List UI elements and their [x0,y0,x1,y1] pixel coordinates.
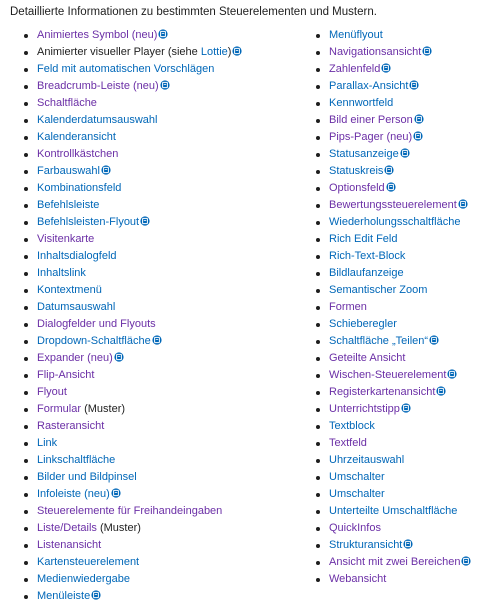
bullet-icon [316,340,320,344]
list-item [22,61,304,78]
list-item [314,27,500,44]
control-link[interactable]: Dialogfelder und Flyouts [37,318,156,330]
control-link[interactable]: Textblock [329,420,375,432]
list-item [22,316,304,333]
bullet-icon [24,34,28,38]
bullet-icon [24,595,28,599]
external-link-badge-icon [386,182,396,192]
control-link[interactable]: Visitenkarte [37,233,95,245]
external-link-badge-icon [413,131,423,141]
control-link[interactable]: Webansicht [329,573,387,585]
bullet-icon [24,408,28,412]
bullet-icon [316,221,320,225]
control-link[interactable]: Bild einer Person [329,114,413,126]
bullet-icon [24,374,28,378]
list-item [314,350,500,367]
control-link[interactable]: Kalenderdatumsauswahl [37,114,158,126]
list-item [314,61,500,78]
external-link-badge-icon [114,352,124,362]
list-item [22,333,304,350]
control-link[interactable]: Feld mit automatischen Vorschlägen [37,63,215,75]
control-link[interactable]: Kontrollkästchen [37,148,119,160]
bullet-icon [316,289,320,293]
list-item [314,435,500,452]
control-link[interactable]: Kontextmenü [37,284,102,296]
control-link[interactable]: Schaltfläche „Teilen“ [329,335,429,347]
bullet-icon [24,136,28,140]
list-item [314,214,500,231]
control-link[interactable]: Rasteransicht [37,420,105,432]
bullet-icon [24,289,28,293]
bullet-icon [24,340,28,344]
bullet-icon [24,459,28,463]
list-item [22,78,304,95]
controls-list-right [314,27,500,588]
bullet-icon [24,68,28,72]
pattern-suffix: (Muster) [96,522,141,534]
control-link[interactable]: Bewertungssteuerelement [329,199,457,211]
bullet-icon [316,493,320,497]
list-item [22,231,304,248]
control-link[interactable]: Rich Edit Feld [329,233,398,245]
control-link[interactable]: Expander (neu) [37,352,113,364]
list-item [314,333,500,350]
external-link-badge-icon [422,46,432,56]
control-link[interactable]: Kombinationsfeld [37,182,122,194]
control-link[interactable]: Zahlenfeld [329,63,381,75]
control-link[interactable]: Statusanzeige [329,148,399,160]
bullet-icon [24,442,28,446]
control-link[interactable]: Datumsauswahl [37,301,116,313]
list-item [22,197,304,214]
control-link[interactable]: Navigationsansicht [329,46,422,58]
external-link-badge-icon [436,386,446,396]
control-link[interactable]: Farbauswahl [37,165,100,177]
external-link-badge-icon [409,80,419,90]
bullet-icon [24,578,28,582]
list-item [22,486,304,503]
control-link[interactable]: QuickInfos [329,522,381,534]
control-link[interactable]: Link [37,437,58,449]
list-item [22,367,304,384]
bullet-icon [316,425,320,429]
external-link-badge-icon [429,335,439,345]
control-link[interactable]: Umschalter [329,488,385,500]
external-link-badge-icon [401,403,411,413]
control-link[interactable]: Unterteilte Umschaltfläche [329,505,458,517]
control-link[interactable]: Steuerelemente für Freihandeingaben [37,505,223,517]
list-item [314,571,500,588]
external-link-badge-icon [414,114,424,124]
bullet-icon [316,357,320,361]
external-link-badge-icon [447,369,457,379]
list-item [314,95,500,112]
bullet-icon [316,323,320,327]
external-link-badge-icon [91,590,101,600]
external-link-badge-icon [158,29,168,39]
external-link-badge-icon [101,165,111,175]
control-link[interactable]: Schieberegler [329,318,397,330]
control-link[interactable]: Parallax-Ansicht [329,80,409,92]
bullet-icon [316,306,320,310]
list-item [22,265,304,282]
external-link-badge-icon [232,46,242,56]
list-item [22,282,304,299]
control-link[interactable]: Kennwortfeld [329,97,394,109]
list-item [314,146,500,163]
bullet-icon [24,51,28,55]
control-link[interactable]: Geteilte Ansicht [329,352,406,364]
list-item [314,299,500,316]
control-link[interactable]: Medienwiedergabe [37,573,130,585]
bullet-icon [316,68,320,72]
list-item [22,588,304,605]
list-item [314,452,500,469]
list-item [314,520,500,537]
bullet-icon [316,578,320,582]
control-link[interactable]: Flip-Ansicht [37,369,95,381]
control-link[interactable]: Registerkartenansicht [329,386,436,398]
list-item [22,520,304,537]
control-link[interactable]: Liste/Details [37,522,97,534]
item-text: Animierter visueller Player (siehe [37,46,201,58]
bullet-icon [316,544,320,548]
external-link-badge-icon [403,539,413,549]
list-item [22,112,304,129]
control-link[interactable]: Formular [37,403,82,415]
item-text-suffix: ) [227,46,232,58]
bullet-icon [316,476,320,480]
bullet-icon [24,221,28,225]
list-item [314,197,500,214]
control-link[interactable]: Linkschaltfläche [37,454,116,466]
intro-text: Detaillierte Informationen zu bestimmten Steuerelementen und Mustern. [10,6,377,18]
external-link-badge-icon [461,556,471,566]
bullet-icon [24,272,28,276]
list-item [314,367,500,384]
bullet-icon [24,323,28,327]
bullet-icon [316,136,320,140]
control-link[interactable]: Strukturansicht [329,539,403,551]
bullet-icon [316,102,320,106]
list-item [22,384,304,401]
list-item [314,180,500,197]
control-link[interactable]: Schaltfläche [37,97,97,109]
list-item [22,401,304,418]
list-item [22,452,304,469]
bullet-icon [24,425,28,429]
control-link[interactable]: Semantischer Zoom [329,284,428,296]
control-link[interactable]: Ansicht mit zwei Bereichen [329,556,461,568]
control-link[interactable]: Statuskreis [329,165,384,177]
control-link[interactable]: Infoleiste (neu) [37,488,110,500]
bullet-icon [316,187,320,191]
bullet-icon [24,187,28,191]
list-item [22,163,304,180]
control-link[interactable]: Rich-Text-Block [329,250,406,262]
bullet-icon [316,170,320,174]
list-item [314,265,500,282]
bullet-icon [24,204,28,208]
bullet-icon [316,408,320,412]
control-link[interactable]: Inhaltslink [37,267,86,279]
list-item [22,537,304,554]
control-link[interactable]: Animiertes Symbol (neu) [37,29,158,41]
bullet-icon [24,119,28,123]
list-item [22,503,304,520]
external-link-badge-icon [384,165,394,175]
control-link[interactable]: Unterrichtstipp [329,403,400,415]
bullet-icon [316,374,320,378]
control-link[interactable]: Optionsfeld [329,182,385,194]
list-item [314,418,500,435]
bullet-icon [24,255,28,259]
control-link[interactable]: Inhaltsdialogfeld [37,250,117,262]
bullet-icon [316,153,320,157]
list-item [22,248,304,265]
bullet-icon [316,442,320,446]
bullet-icon [316,391,320,395]
list-item [314,129,500,146]
bullet-icon [316,85,320,89]
bullet-icon [24,170,28,174]
list-item [22,435,304,452]
control-link[interactable]: Wiederholungsschaltfläche [329,216,461,228]
list-item [22,129,304,146]
control-link[interactable]: Listenansicht [37,539,102,551]
bullet-icon [316,34,320,38]
bullet-icon [24,510,28,514]
list-item [22,27,304,44]
list-item [314,401,500,418]
list-item [22,554,304,571]
control-link[interactable]: Pips-Pager (neu) [329,131,413,143]
list-item [314,537,500,554]
bullet-icon [24,306,28,310]
external-link-badge-icon [111,488,121,498]
external-link-badge-icon [400,148,410,158]
list-item [314,486,500,503]
bullet-icon [24,85,28,89]
control-link[interactable]: Kalenderansicht [37,131,116,143]
list-item [22,146,304,163]
control-link[interactable]: Menüflyout [329,29,383,41]
bullet-icon [24,238,28,242]
bullet-icon [316,527,320,531]
list-item [22,44,304,61]
control-link[interactable]: Kartensteuerelement [37,556,140,568]
control-link[interactable]: Dropdown-Schaltfläche [37,335,151,347]
controls-list-left [22,27,304,605]
bullet-icon [24,561,28,565]
control-link[interactable]: Uhrzeitauswahl [329,454,405,466]
bullet-icon [316,255,320,259]
control-link[interactable]: Umschalter [329,471,385,483]
bullet-icon [24,544,28,548]
control-link[interactable]: Befehlsleiste [37,199,100,211]
external-link-badge-icon [160,80,170,90]
bullet-icon [24,102,28,106]
list-item [314,44,500,61]
list-item [314,316,500,333]
bullet-icon [316,238,320,242]
list-item [22,214,304,231]
control-link[interactable]: Formen [329,301,367,313]
list-item [22,571,304,588]
bullet-icon [316,204,320,208]
bullet-icon [316,119,320,123]
external-link-badge-icon [140,216,150,226]
list-item [314,554,500,571]
external-link-badge-icon [381,63,391,73]
bullet-icon [24,476,28,480]
control-link[interactable]: Bilder und Bildpinsel [37,471,137,483]
control-link[interactable]: Flyout [37,386,67,398]
list-item [22,299,304,316]
list-item [22,418,304,435]
bullet-icon [316,510,320,514]
bullet-icon [24,153,28,157]
bullet-icon [24,391,28,395]
control-link[interactable]: Menüleiste [37,590,91,602]
pattern-suffix: (Muster) [81,403,126,415]
bullet-icon [24,357,28,361]
external-link-badge-icon [458,199,468,209]
bullet-icon [316,51,320,55]
list-item [22,180,304,197]
bullet-icon [316,459,320,463]
control-link[interactable]: Breadcrumb-Leiste (neu) [37,80,159,92]
list-item [314,78,500,95]
control-link[interactable]: Bildlaufanzeige [329,267,404,279]
control-link[interactable]: Textfeld [329,437,367,449]
list-item [314,248,500,265]
control-link[interactable]: Wischen-Steuerelement [329,369,447,381]
list-item [22,350,304,367]
list-item [314,231,500,248]
list-item [22,469,304,486]
list-item [314,503,500,520]
control-link[interactable]: Befehlsleisten-Flyout [37,216,140,228]
external-link-badge-icon [152,335,162,345]
bullet-icon [24,527,28,531]
control-link[interactable]: Lottie [200,46,228,58]
list-item [314,163,500,180]
list-item [314,112,500,129]
list-item [314,384,500,401]
list-item [314,282,500,299]
bullet-icon [316,272,320,276]
bullet-icon [316,561,320,565]
bullet-icon [24,493,28,497]
list-item [314,469,500,486]
list-item [22,95,304,112]
